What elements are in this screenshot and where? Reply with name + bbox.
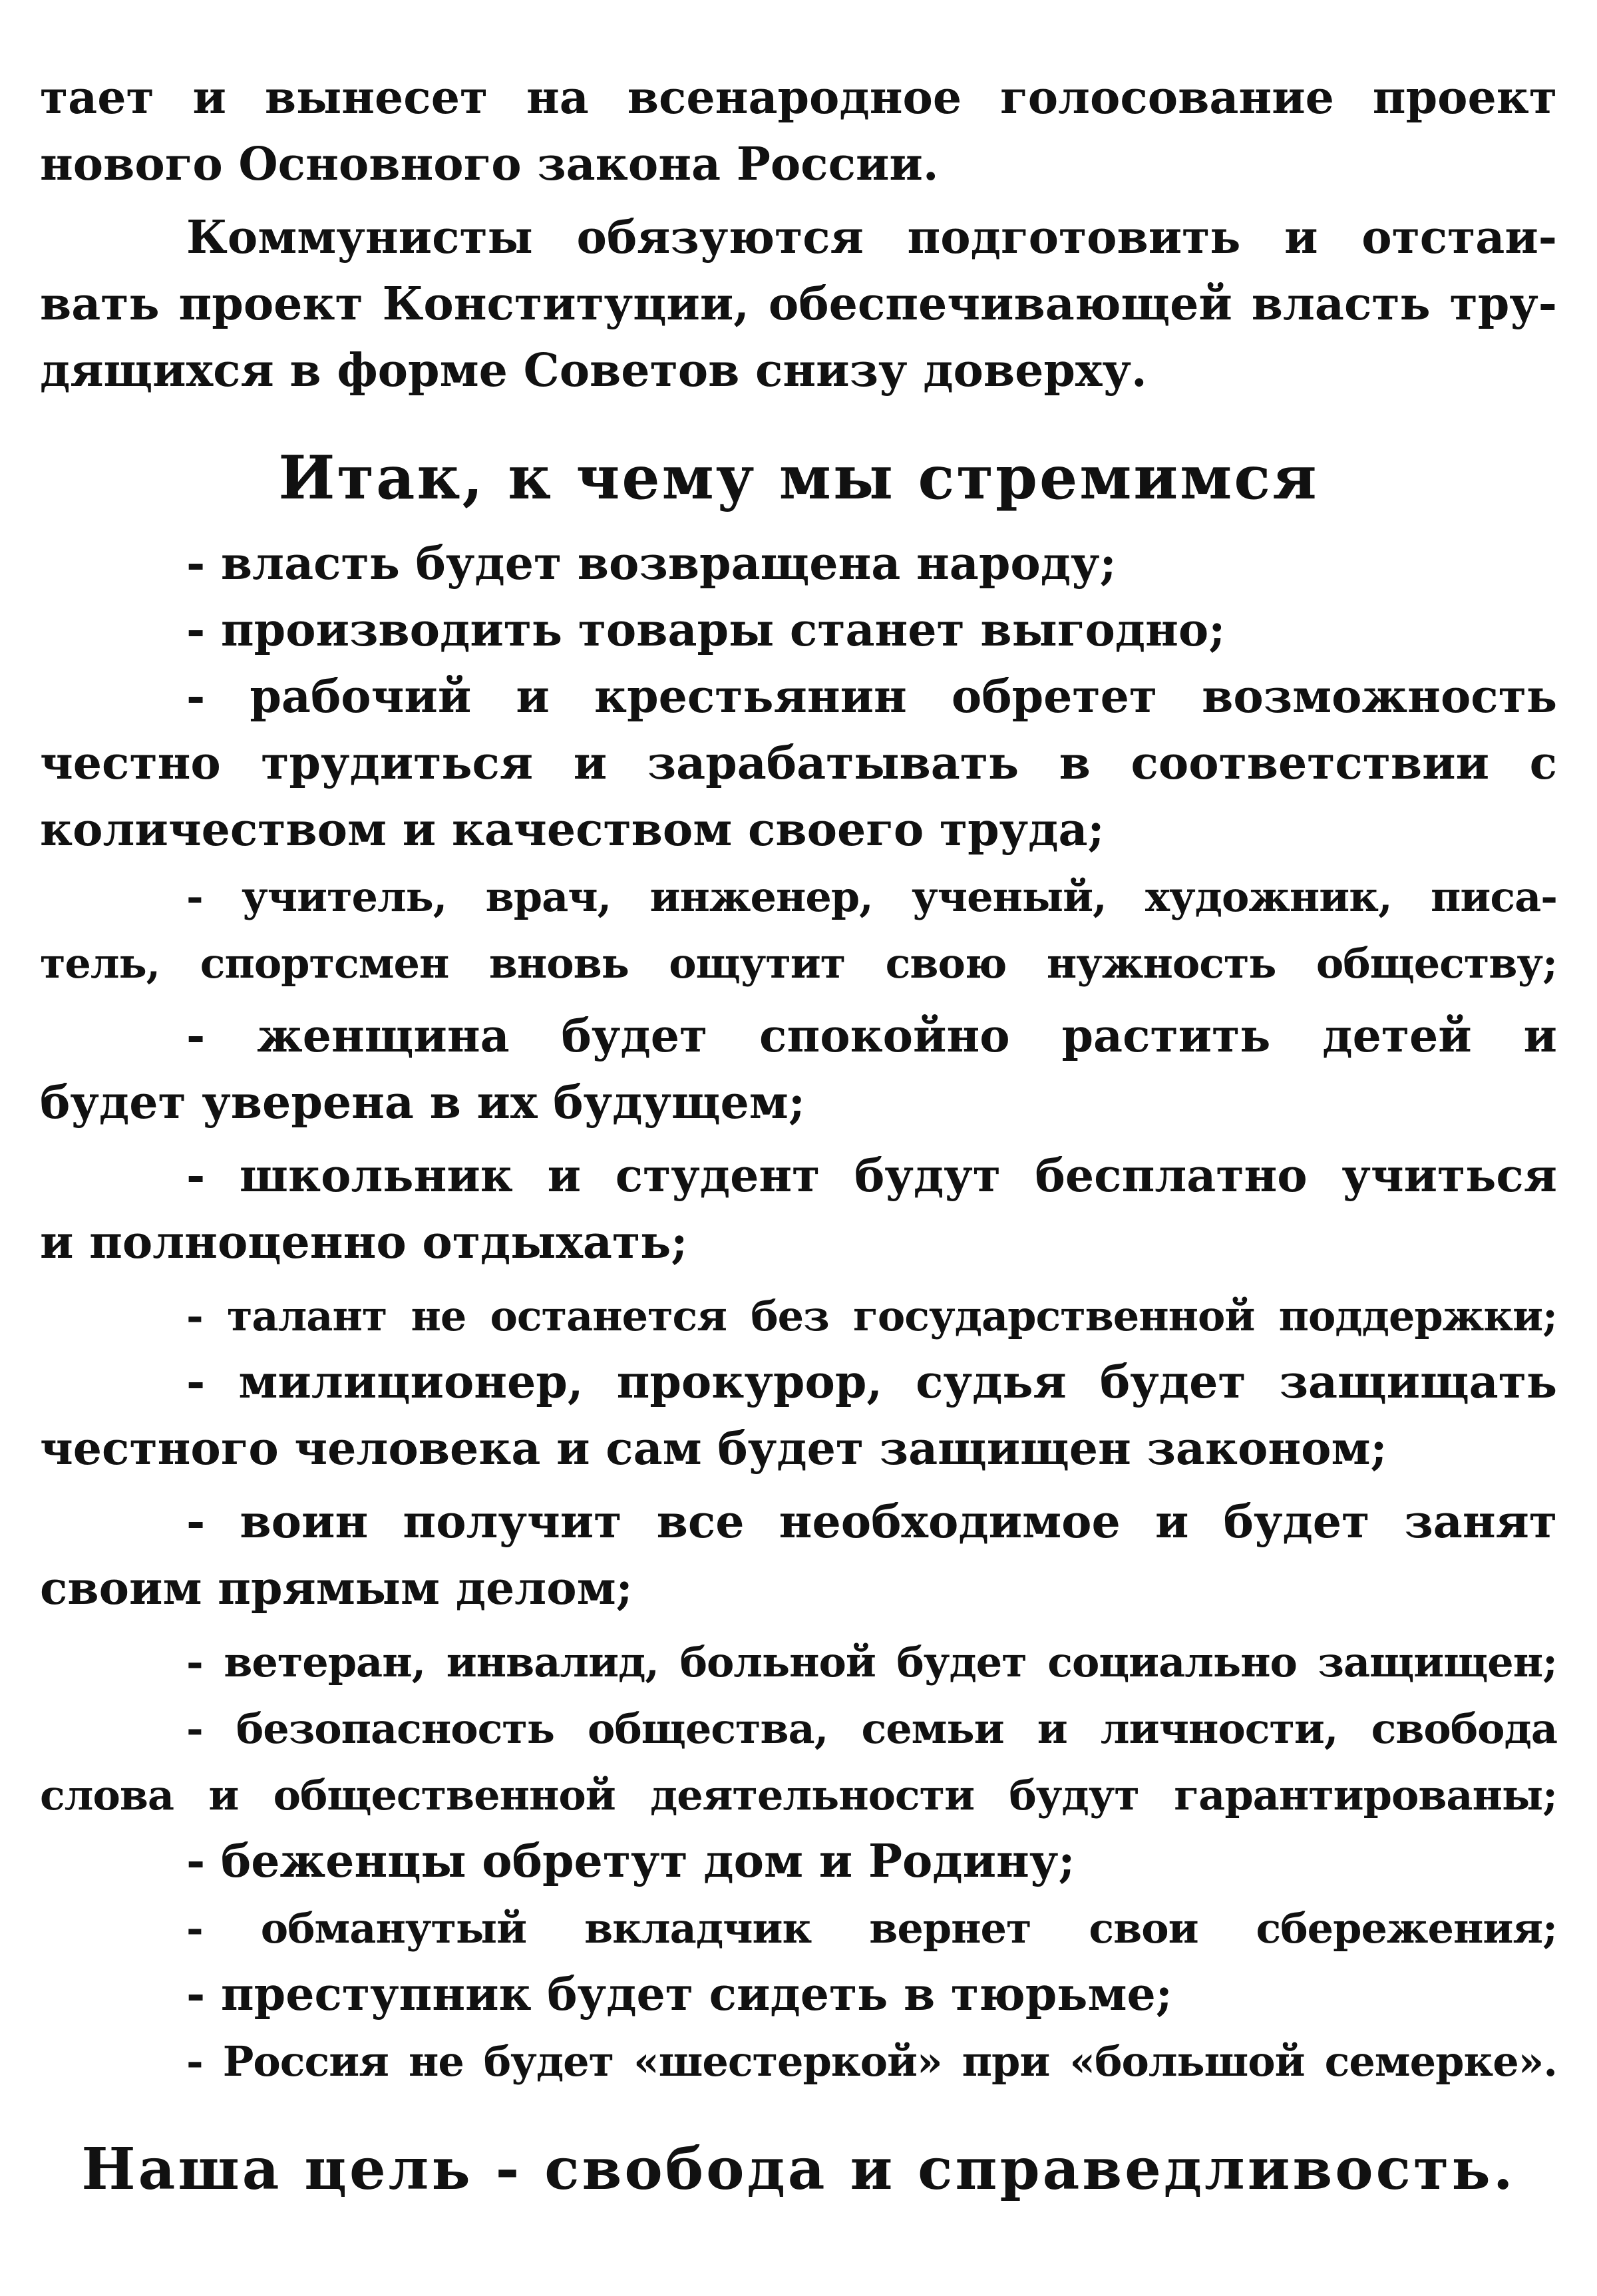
list-item: - милиционер, прокурор, судья будет защищать bbox=[186, 1356, 1557, 1409]
list-item: - Россия не будет «шестеркой» при «большой семерке». bbox=[186, 2037, 1557, 2086]
list-item: - учитель, врач, инженер, ученый, художник, писа- bbox=[186, 872, 1557, 921]
list-item: - женщина будет спокойно растить детей и bbox=[186, 1010, 1557, 1063]
list-item-continuation: будет уверена в их будущем; bbox=[40, 1076, 805, 1129]
list-item-continuation: тель, спортсмен вновь ощутит свою нужность обществу; bbox=[40, 939, 1557, 988]
list-item-continuation: своим прямым делом; bbox=[40, 1562, 633, 1615]
list-item-continuation: честного человека и сам будет защищен законом; bbox=[40, 1422, 1387, 1475]
list-item: - преступник будет сидеть в тюрьме; bbox=[186, 1968, 1172, 2021]
intro-p2-line-2: вать проект Конституции, обеспечивающей власть тру- bbox=[40, 278, 1557, 331]
intro-line-2: нового Основного закона России. bbox=[40, 138, 939, 191]
list-item: - ветеран, инвалид, больной будет социально защищен; bbox=[186, 1638, 1557, 1686]
list-item: - талант не останется без государственной поддержки; bbox=[186, 1292, 1557, 1340]
list-item: - безопасность общества, семьи и личности, свобода bbox=[186, 1704, 1557, 1753]
list-item: - беженцы обретут дом и Родину; bbox=[186, 1835, 1075, 1888]
closing-slogan: Наша цель - свобода и справедливость. bbox=[81, 2136, 1516, 2203]
list-item: - производить товары станет выгодно; bbox=[186, 604, 1226, 657]
list-item: - обманутый вкладчик вернет свои сбережения; bbox=[186, 1904, 1557, 1953]
intro-p2-line-3: дящихся в форме Советов снизу доверху. bbox=[40, 344, 1147, 397]
list-item: - власть будет возвращена народу; bbox=[186, 537, 1117, 590]
list-item: - воин получит все необходимое и будет занят bbox=[186, 1495, 1557, 1549]
list-item-continuation: количеством и качеством своего труда; bbox=[40, 803, 1105, 857]
intro-p2-line-1: Коммунисты обязуются подготовить и отстаи- bbox=[186, 211, 1557, 264]
list-item: - школьник и студент будут бесплатно учиться bbox=[186, 1149, 1557, 1203]
list-item-continuation: честно трудиться и зарабатывать в соответствии с bbox=[40, 737, 1557, 790]
section-heading: Итак, к чему мы стремимся bbox=[278, 443, 1319, 513]
list-item: - рабочий и крестьянин обретет возможность bbox=[186, 670, 1557, 723]
intro-line-1: тает и вынесет на всенародное голосование проект bbox=[40, 71, 1557, 124]
list-item-continuation: слова и общественной деятельности будут гарантированы; bbox=[40, 1771, 1557, 1819]
list-item-continuation: и полноценно отдыхать; bbox=[40, 1216, 688, 1269]
